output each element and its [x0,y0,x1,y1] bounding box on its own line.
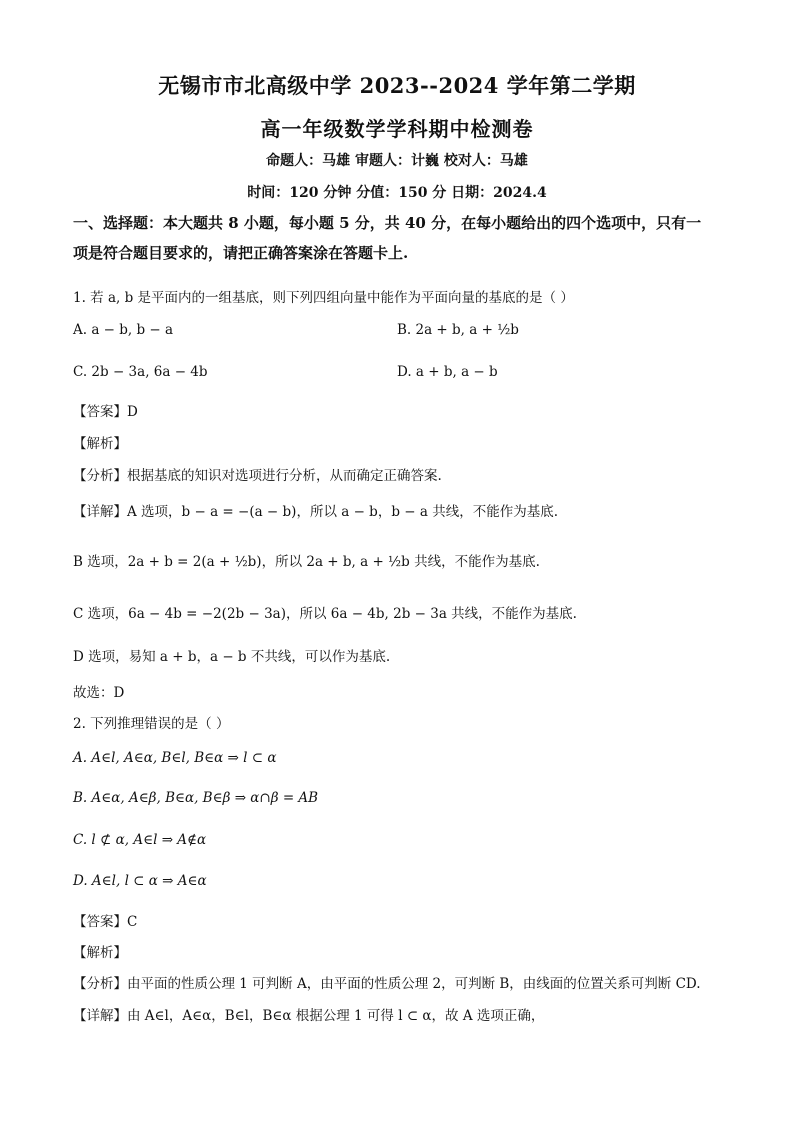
q1-analysis-heading: 【解析】 [73,436,127,452]
q2-analysis: 【分析】由平面的性质公理 1 可判断 A，由平面的性质公理 2，可判断 B，由线面的位置关系可判断 CD. [73,976,701,992]
section-heading-line1: 一、选择题：本大题共 8 小题，每小题 5 分，共 40 分，在每小题给出的四个选项中，只有一 [73,214,702,232]
q1-detail-c: C 选项，6a − 4b = −2(2b − 3a)，所以 6a − 4b, 2b − 3a 共线，不能作为基底. [73,606,577,622]
q1-option-b: B. 2a + b, a + ½b [397,322,519,338]
q1-stem: 1. 若 a, b 是平面内的一组基底，则下列四组向量中能作为平面向量的基底的是（ ） [73,290,574,306]
exam-title-line1: 无锡市市北高级中学 2023--2024 学年第二学期 [158,73,636,98]
q2-option-a: A. A∈l, A∈α, B∈l, B∈α ⇒ l ⊂ α [73,750,277,766]
section-heading [73,208,733,268]
q1-option-d: D. a + b, a − b [397,364,498,380]
q2-option-c: C. l ⊄ α, A∈l ⇒ A∉α [73,832,207,848]
q2-answer: 【答案】C [73,914,138,930]
q1-option-a: A. a − b, b − a [73,322,174,338]
q1-analysis: 【分析】根据基底的知识对选项进行分析，从而确定正确答案. [73,468,442,484]
q1-option-c: C. 2b − 3a, 6a − 4b [73,364,208,380]
q2-analysis-heading: 【解析】 [73,945,127,961]
exam-authors: 命题人：马雄 审题人：计巍 校对人：马雄 [266,153,528,169]
q2-stem: 2. 下列推理错误的是（ ） [73,716,230,732]
q2-option-d: D. A∈l, l ⊂ α ⇒ A∈α [73,873,207,889]
q2-detail: 【详解】由 A∈l，A∈α，B∈l，B∈α 根据公理 1 可得 l ⊂ α，故 A 选项正确， [73,1008,545,1024]
exam-title-line2: 高一年级数学学科期中检测卷 [260,117,534,141]
exam-info: 时间：120 分钟 分值：150 分 日期：2024.4 [247,185,547,201]
section-heading-line2: 项是符合题目要求的，请把正确答案涂在答题卡上. [73,244,409,262]
q1-answer: 【答案】D [73,404,138,420]
q1-detail-d: D 选项，易知 a + b，a − b 不共线，可以作为基底. [73,649,391,665]
q1-detail-a: 【详解】A 选项，b − a = −(a − b)，所以 a − b，b − a 共线，不能作为基底. [73,504,558,520]
q1-detail-b: B 选项，2a + b = 2(a + ½b)，所以 2a + b, a + ½b 共线，不能作为基底. [73,554,540,570]
q1-conclusion: 故选：D [73,685,125,701]
q2-option-b: B. A∈α, A∈β, B∈α, B∈β ⇒ α∩β = AB [73,790,319,806]
